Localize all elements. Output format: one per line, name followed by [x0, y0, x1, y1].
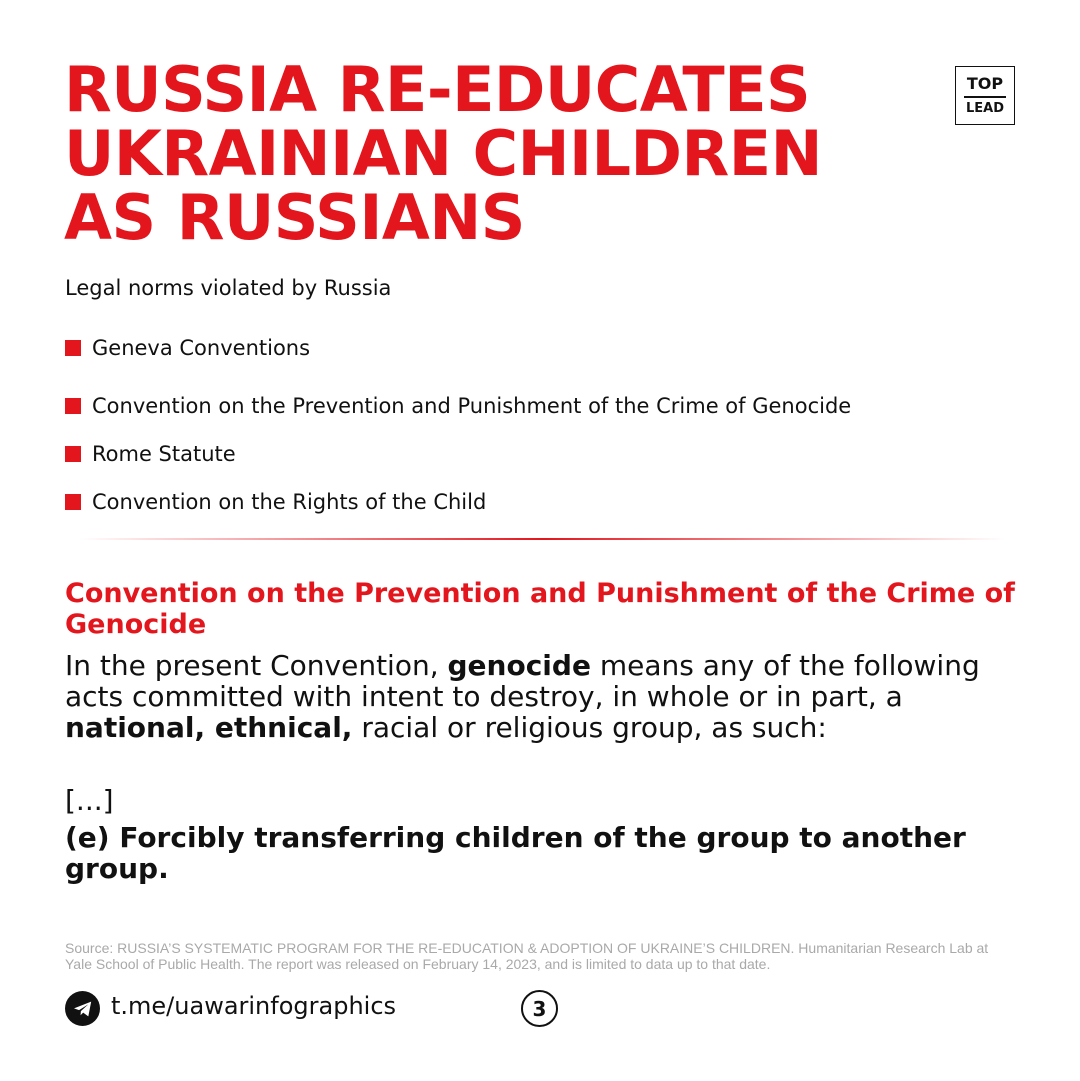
definition-bold-term: genocide	[447, 649, 591, 682]
logo-bottom-text: LEAD	[965, 100, 1005, 116]
clause-e: (e) Forcibly transferring children of the group to another group.	[65, 821, 966, 885]
page-title	[64, 53, 924, 254]
red-square-bullet-icon	[65, 494, 81, 510]
red-square-bullet-icon	[65, 398, 81, 414]
omission-marker: [...]	[65, 784, 114, 817]
list-item	[65, 334, 851, 362]
list-item	[65, 382, 851, 430]
section-title: Convention on the Prevention and Punishment of the Crime of Genocide	[65, 578, 1015, 640]
logo-top-text: TOP	[966, 74, 1004, 94]
source-note: Source: RUSSIA’S SYSTEMATIC PROGRAM FOR THE RE-EDUCATION & ADOPTION OF UKRAINE’S CHILDREN. Humanitarian Research Lab at Yale School of Public Health. The report was released on February 14, 2023, and is limited to data up to that date.	[65, 940, 989, 972]
list-item	[65, 430, 851, 478]
legal-norms-list	[65, 334, 851, 526]
logo-divider	[964, 96, 1006, 98]
red-square-bullet-icon	[65, 340, 81, 356]
norm-label: Geneva Conventions	[92, 336, 311, 360]
title-line-1: RUSSIA RE-EDUCATES	[64, 53, 811, 126]
red-square-bullet-icon	[65, 446, 81, 462]
norm-label: Rome Statute	[92, 442, 236, 466]
definition-text: In the present Convention,	[65, 649, 448, 682]
telegram-link[interactable]: t.me/uawarinfographics	[111, 992, 397, 1020]
subtitle: Legal norms violated by Russia	[65, 276, 392, 300]
title-line-2: UKRAINIAN CHILDREN	[64, 117, 823, 190]
page-number: 3	[521, 990, 558, 1027]
norm-label: Convention on the Rights of the Child	[92, 490, 487, 514]
title-line-3: AS RUSSIANS	[64, 181, 525, 254]
section-divider	[80, 538, 1005, 540]
definition-bold-groups: national, ethnical,	[65, 711, 353, 744]
list-item	[65, 478, 851, 526]
telegram-icon[interactable]	[65, 991, 100, 1026]
top-lead-logo	[955, 66, 1015, 125]
genocide-definition	[65, 650, 1025, 743]
definition-text: means any of the following acts committed with intent to destroy, in whole or in part, a	[65, 649, 980, 713]
norm-label: Convention on the Prevention and Punishment of the Crime of Genocide	[92, 394, 852, 418]
definition-text: racial or religious group, as such:	[352, 711, 827, 744]
